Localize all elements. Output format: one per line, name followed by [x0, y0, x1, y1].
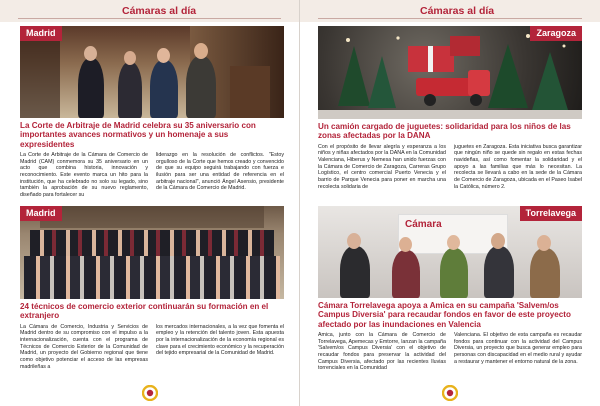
header-divider	[18, 18, 281, 19]
person-figure	[340, 246, 370, 298]
person-head	[399, 237, 412, 252]
photo-backdrop	[40, 206, 264, 228]
body-column: juguetes en Zaragoza. Esta iniciativa busca garantizar que ningún niño se quede sin regalo en estas fechas navideñas, así como fomentar la solidaridad y el apoyo a las familias que más lo necesitan. La recolecta se llevará a cabo en la sede de la Cámara de Comercio de Zaragoza, ubicada en el Paseo Isabel la Católica, número 2.	[454, 143, 582, 190]
person-figure	[78, 58, 104, 118]
city-tag: Madrid	[20, 26, 62, 41]
lectern	[230, 66, 270, 118]
article-headline: La Corte de Arbitraje de Madrid celebra su 35 aniversario con importantes avances normativos y un homenaje a sus expresidentes	[20, 121, 256, 149]
city-tag: Madrid	[20, 206, 62, 221]
person-figure	[440, 248, 468, 298]
person-head	[157, 48, 170, 63]
article-photo	[318, 206, 582, 298]
person-head	[124, 51, 136, 65]
camara-logo-icon	[442, 385, 458, 401]
article-headline: Cámara Torrelavega apoya a Amica en su campaña 'Salvem/os Campus Diversia' para recaudar fondos en favor de este proyecto afectado por las inundaciones en Valencia	[318, 301, 571, 329]
page-header	[0, 0, 299, 22]
body-column: La Cámara de Comercio, Industria y Servicios de Madrid dentro de su compromiso con el impulso a la internacionalización, cuenta con el programa de Técnicos de Comercio Exterior de la Comunidad de Madrid, un proyecto del Gobierno regional que tiene como objetivo potenciar el acceso de las empresas madrileñas a	[20, 323, 148, 370]
section-title: Cámaras al día	[122, 5, 197, 17]
person-head	[347, 233, 361, 249]
banner-text: Cámara	[405, 219, 442, 230]
article-camion-juguetes	[318, 26, 582, 191]
person-head	[194, 43, 208, 59]
header-divider	[318, 18, 582, 19]
person-figure	[118, 62, 142, 118]
article-photo	[20, 26, 284, 118]
body-column: La Corte de Arbitraje de la Cámara de Comercio de Madrid (CAM) conmemora su 35 aniversario en un acto que combina historia, innovación y reconocimiento. Este evento marca un hito para la institución, que ha celebrado no solo su legado, sino también la aprobación de su nuevo reglamento, diseñado para fortalecer su	[20, 151, 148, 199]
article-body	[20, 324, 284, 371]
body-column: Con el propósito de llevar alegría y esperanza a los niños y niñas afectados por la DANA en la Comunidad Valenciana, Hiberus y Nemesa han unido fuerzas con la Cámara de Comercio de Zaragoza, Carreras Grupo Logístico, el centro comercial Puerto Venecia y el barrio de Parque Venecia para poner en marcha una recolecta solidaria de	[318, 143, 446, 190]
right-page	[300, 0, 600, 406]
page-header	[300, 0, 600, 22]
section-title: Cámaras al día	[420, 5, 495, 17]
person-figure	[484, 246, 514, 298]
body-column: Valenciana. El objetivo de esta campaña es recaudar fondos para continuar con la actividad del Campus Diversia, un proyecto que busca generar empleo para personas con discapacidad en el medio rural y ayudar a restaurar y mantener el entorno natural de la zona.	[454, 331, 582, 365]
person-head	[491, 233, 505, 249]
article-tecnicos	[20, 206, 284, 371]
article-headline: 24 técnicos de comercio exterior continuarán su formación en el extranjero	[20, 302, 269, 321]
body-column: Amica, junto con la Cámara de Comercio de Torrelavega, Apemecas y Emtorre, lanzan la campaña 'Salvem/os Campus Diversia' con el objetivo de recaudar fondos para preservar la actividad del Campus Diversia, afectado por las recientes lluvias torrenciales en la Comunidad	[318, 331, 446, 372]
article-body	[318, 332, 582, 372]
article-headline: Un camión cargado de juguetes: solidaridad para los niños de las zonas afectadas por la DANA	[318, 122, 571, 141]
body-column: liderazgo en la resolución de conflictos. "Estoy orgulloso de la Corte que hemos creado y convencido de que su equipo seguirá trabajando con fuerza e ilusión para ser una entidad de referencia en el arbitraje nacional", anunció Ángel Asensio, presidente de la Cámara de Comercio de Madrid.	[156, 151, 284, 192]
person-figure	[392, 250, 420, 298]
person-figure	[150, 60, 178, 118]
group-back-row	[30, 230, 274, 258]
person-head	[537, 235, 551, 251]
article-arbitraje	[20, 26, 284, 199]
person-figure	[530, 248, 560, 298]
article-photo	[20, 206, 284, 299]
city-tag: Torrelavega	[520, 206, 582, 221]
person-head	[447, 235, 460, 250]
body-column: los mercados internacionales, a la vez que fomenta el empleo y la retención del talento joven. Esta apuesta por la internacionalización de la economía regional es clave para el crecimiento económico y la recuperación del tejido empresarial de la Comunidad de Madrid.	[156, 323, 284, 357]
camara-logo-icon	[142, 385, 158, 401]
city-tag: Zaragoza	[530, 26, 582, 41]
article-torrelavega	[318, 206, 582, 372]
article-photo	[318, 26, 582, 119]
article-body	[20, 152, 284, 199]
person-figure	[186, 56, 216, 118]
article-body	[318, 144, 582, 191]
person-head	[84, 46, 97, 61]
group-front-row	[24, 256, 280, 299]
